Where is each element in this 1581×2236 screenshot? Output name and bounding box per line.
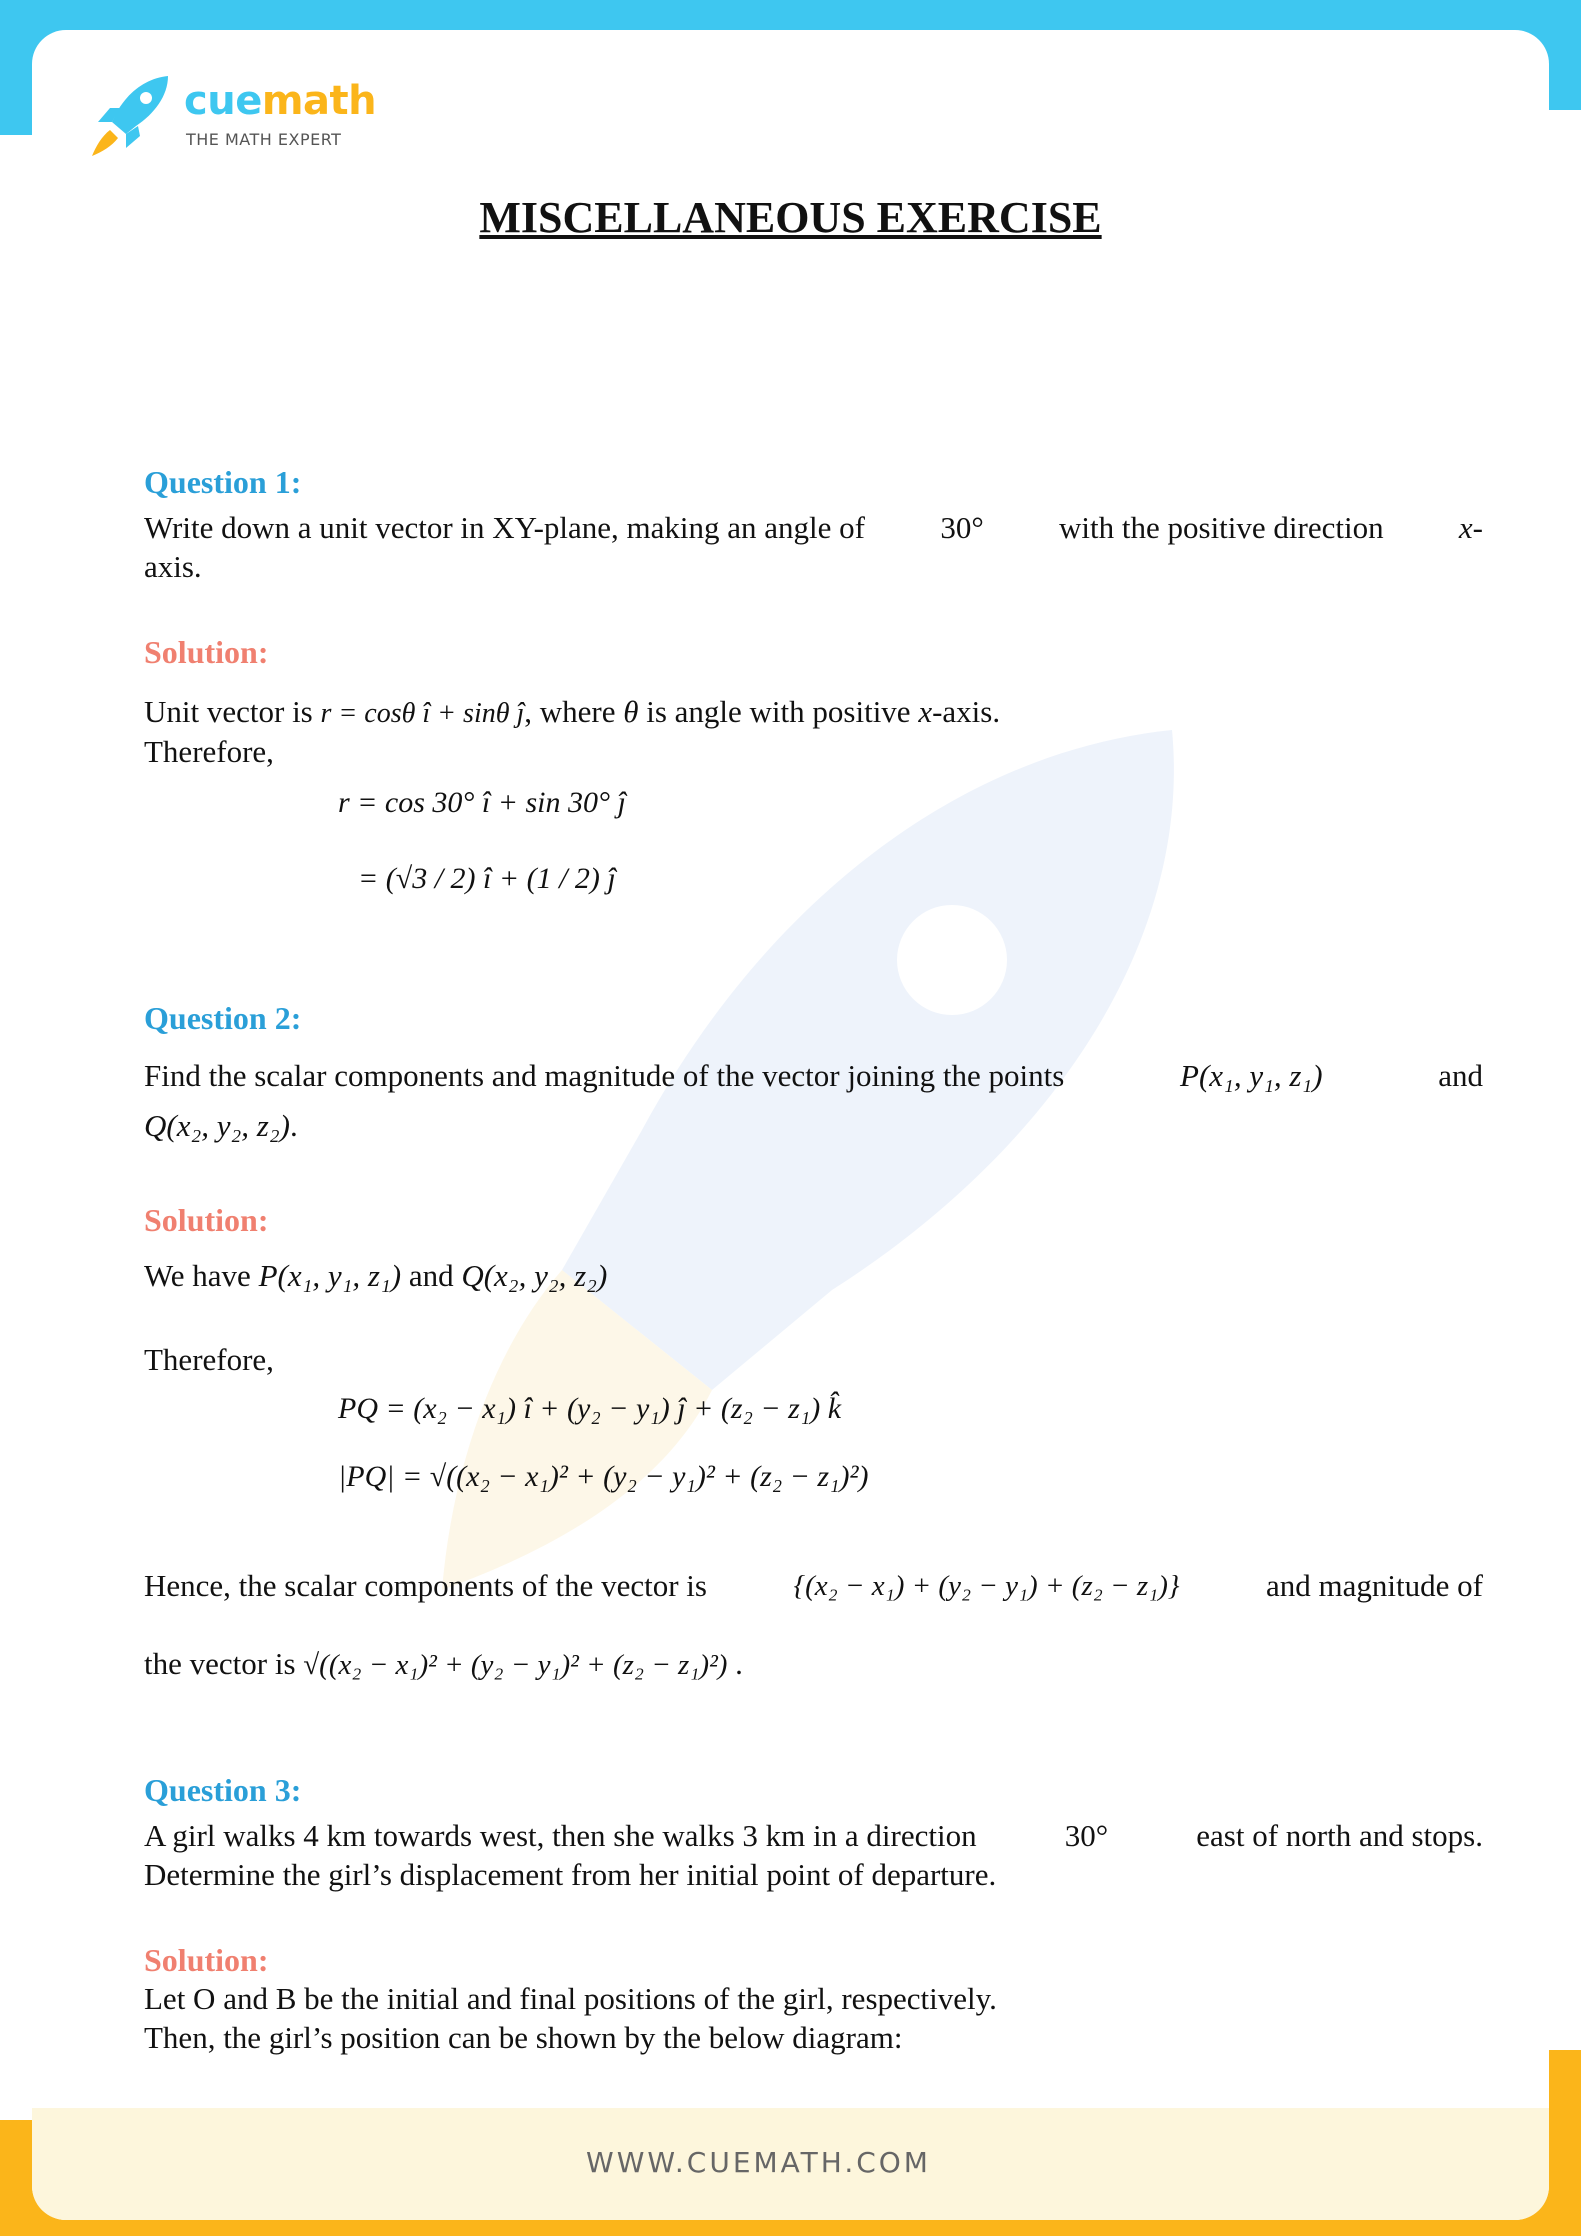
solution-1-equation-2: = (√3 / 2) î + (1 / 2) ĵ (358, 862, 616, 895)
unit-vector-equation: r = cosθ î + sinθ ĵ (320, 698, 525, 729)
solution-2-heading: Solution: (144, 1202, 269, 1238)
solution-2-equation-1: PQ = (x₂ − x₁) î + (y₂ − y₁) ĵ + (z₂ − z₁) k̂ (338, 1392, 842, 1425)
cuemath-logo (88, 72, 388, 162)
question-1-heading: Question 1: (144, 464, 302, 500)
solution-1-line-2: Therefore, (144, 734, 274, 769)
solution-1-heading: Solution: (144, 634, 269, 670)
solution-3-heading: Solution: (144, 1942, 269, 1978)
solution-3-line-2: Then, the girl’s position can be shown by the below diagram: (144, 2020, 903, 2055)
solution-2-line-1: We have P(x₁, y₁, z₁) and Q(x₂, y₂, z₂) (144, 1258, 608, 1293)
solution-3-line-1: Let O and B be the initial and final positions of the girl, respectively. (144, 1981, 997, 2016)
logo-tagline: THE MATH EXPERT (186, 130, 342, 149)
solution-2-therefore: Therefore, (144, 1342, 274, 1377)
q1-text-c: x- (1458, 510, 1483, 545)
vector-magnitude: √((x₂ − x₁)² + (y₂ − y₁)² + (z₂ − z₁)²) (303, 1649, 728, 1681)
scalar-components: {(x₂ − x₁) + (y₂ − y₁) + (z₂ − z₁)} (793, 1570, 1180, 1602)
solution-1-line-1: Unit vector is r = cosθ î + sinθ ĵ, where θ is angle with positive x-axis. (144, 694, 1001, 729)
q1-text-a: Write down a unit vector in XY-plane, making an angle of (144, 510, 866, 545)
solution-2-magnitude-line: the vector is √((x₂ − x₁)² + (y₂ − y₁)² + (z₂ − z₁)²) . (144, 1646, 743, 1681)
solution-2-equation-2: |PQ| = √((x₂ − x₁)² + (y₂ − y₁)² + (z₂ − z₁)²) (338, 1460, 869, 1493)
rocket-logo-icon (88, 72, 174, 158)
question-3-line-1: A girl walks 4 km towards west, then she walks 3 km in a direction 30° east of north and stops. (144, 1818, 1483, 1853)
point-q: Q(x₂, y₂, z₂) (144, 1108, 290, 1143)
point-p: P(x₁, y₁, z₁) (1180, 1058, 1323, 1093)
solution-1-equation-1: r = cos 30° î + sin 30° ĵ (338, 786, 626, 819)
logo-wordmark: cuemath (184, 78, 377, 124)
question-2-line-1: Find the scalar components and magnitude of the vector joining the points P(x₁, y₁, z₁) and (144, 1056, 1483, 1096)
question-3-heading: Question 3: (144, 1772, 302, 1808)
question-1-line-1 (144, 508, 1483, 548)
page-title: MISCELLANEOUS EXERCISE (479, 193, 1102, 242)
question-2-line-2: Q(x₂, y₂, z₂). (144, 1108, 298, 1143)
footer-url[interactable]: WWW.CUEMATH.COM (586, 2146, 931, 2179)
question-2-heading: Question 2: (144, 1000, 302, 1036)
q1-text-b: with the positive direction (1059, 510, 1384, 545)
question-1-line-2: axis. (144, 549, 202, 584)
q1-angle: 30° (940, 510, 984, 545)
question-3-line-2: Determine the girl’s displacement from her initial point of departure. (144, 1857, 997, 1892)
top-blue-bar (0, 0, 1581, 32)
solution-2-hence-line: Hence, the scalar components of the vector is {(x₂ − x₁) + (y₂ − y₁) + (z₂ − z₁)} and magnitude of (144, 1566, 1483, 1606)
